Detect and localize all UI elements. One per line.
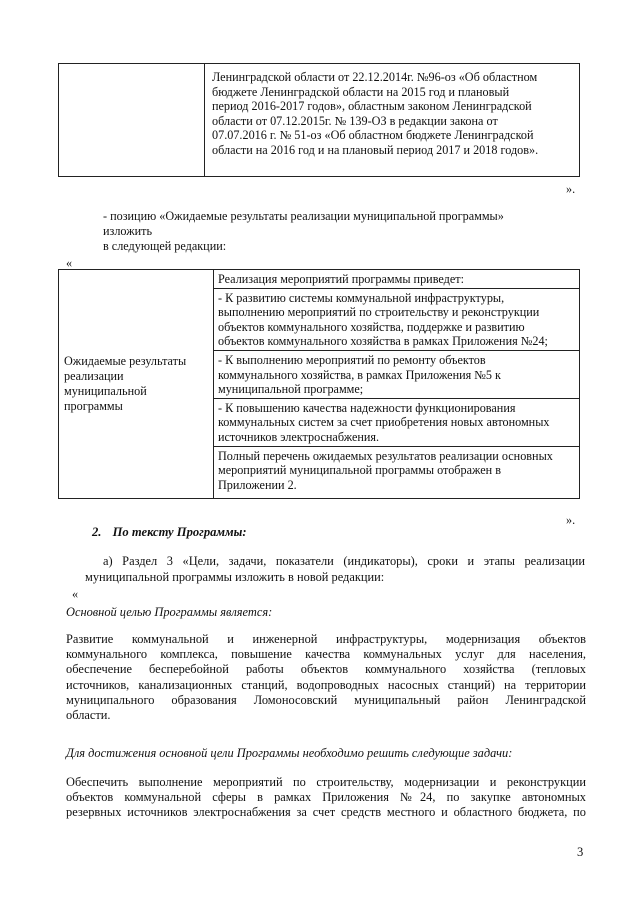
label-line: муниципальной: [64, 384, 147, 399]
main-goal-text: Развитие коммунальной и инженерной инфраструктуры, модернизация объектов коммунального комплекса, повышение качества коммунальных услуг для населения, обеспечение бесперебойной работы объектов коммунального хозяйства (тепловых источников, канализационных станций, водопроводных насосных станций) на территории муниципального образования Ломоносовский муниципальный район Ленинградской области.: [66, 632, 586, 722]
close-quote-2: ».: [566, 513, 576, 527]
results-item: Полный перечень ожидаемых результатов реализации основных мероприятий муниципальной программы отображен в Приложении 2.: [214, 446, 579, 499]
text-line: области на 2016 год и на плановый период 2017 и 2018 годов».: [212, 142, 539, 157]
text-line: Ленинградской области от 22.12.2014г. №96-оз «Об областном: [212, 70, 538, 84]
results-label: [64, 354, 209, 414]
top-table: [58, 63, 580, 177]
label-line: Ожидаемые результаты: [64, 354, 187, 369]
item-a-line-2: муниципальной программы изложить в новой редакции:: [85, 570, 385, 584]
text-line: 07.07.2016 г. № 51-оз «Об областном бюджете Ленинградской: [212, 128, 534, 143]
label-line: реализации: [64, 369, 124, 384]
results-item: - К выполнению мероприятий по ремонту объектов коммунального хозяйства, в рамках Приложения №5 к муниципальной программе;: [214, 350, 579, 398]
intro-line-2: изложить: [103, 224, 153, 238]
intro-line-3: в следующей редакции:: [103, 239, 227, 253]
text-line: бюджете Ленинградской области на 2015 год и плановый: [212, 84, 510, 99]
section-title: По тексту Программы:: [112, 525, 247, 539]
open-quote-2: «: [72, 587, 79, 601]
results-content-cell: [214, 270, 580, 499]
results-item: - К повышению качества надежности функционирования коммунальных систем за счет приобретения новых автономных источников электроснабжения.: [214, 398, 579, 446]
page-number: 3: [577, 845, 584, 859]
main-goal-heading: Основной целью Программы является:: [66, 605, 273, 619]
section-number: 2.: [92, 525, 102, 539]
tasks-heading: Для достижения основной цели Программы необходимо решить следующие задачи:: [66, 746, 513, 760]
results-item: - К развитию системы коммунальной инфраструктуры, выполнению мероприятий по строительству и реконструкции объектов коммунального хозяйства, поддержке и развитию объектов коммунального хозяйства в рамках Приложения №24;: [214, 288, 579, 350]
top-table-text: [212, 70, 575, 158]
top-table-left-cell: [59, 64, 205, 177]
results-label-cell: [59, 270, 214, 499]
results-item: Реализация мероприятий программы приведет:: [218, 272, 464, 286]
label-line: программы: [64, 399, 123, 414]
item-a-line-1: а) Раздел 3 «Цели, задачи, показатели (индикаторы), сроки и этапы реализации: [103, 554, 585, 568]
results-table: [58, 269, 580, 499]
top-table-right-cell: [205, 64, 580, 177]
text-line: области от 07.12.2015г. № 139-ОЗ в редакции закона от: [212, 113, 498, 128]
tasks-text: Обеспечить выполнение мероприятий по строительству, модернизации и реконструкции объектов коммунальной сферы в рамках Приложения №24, по закупке автономных резервных источников электроснабжения за счет средств местного и областного бюджета, по: [66, 775, 586, 820]
close-quote-1: ».: [566, 182, 576, 196]
intro-line-1: - позицию «Ожидаемые результаты реализации муниципальной программы»: [103, 209, 504, 223]
text-line: период 2016-2017 годов», областным законом Ленинградской: [212, 99, 532, 114]
section-2-heading: [92, 525, 247, 540]
open-quote-1: «: [66, 256, 73, 270]
